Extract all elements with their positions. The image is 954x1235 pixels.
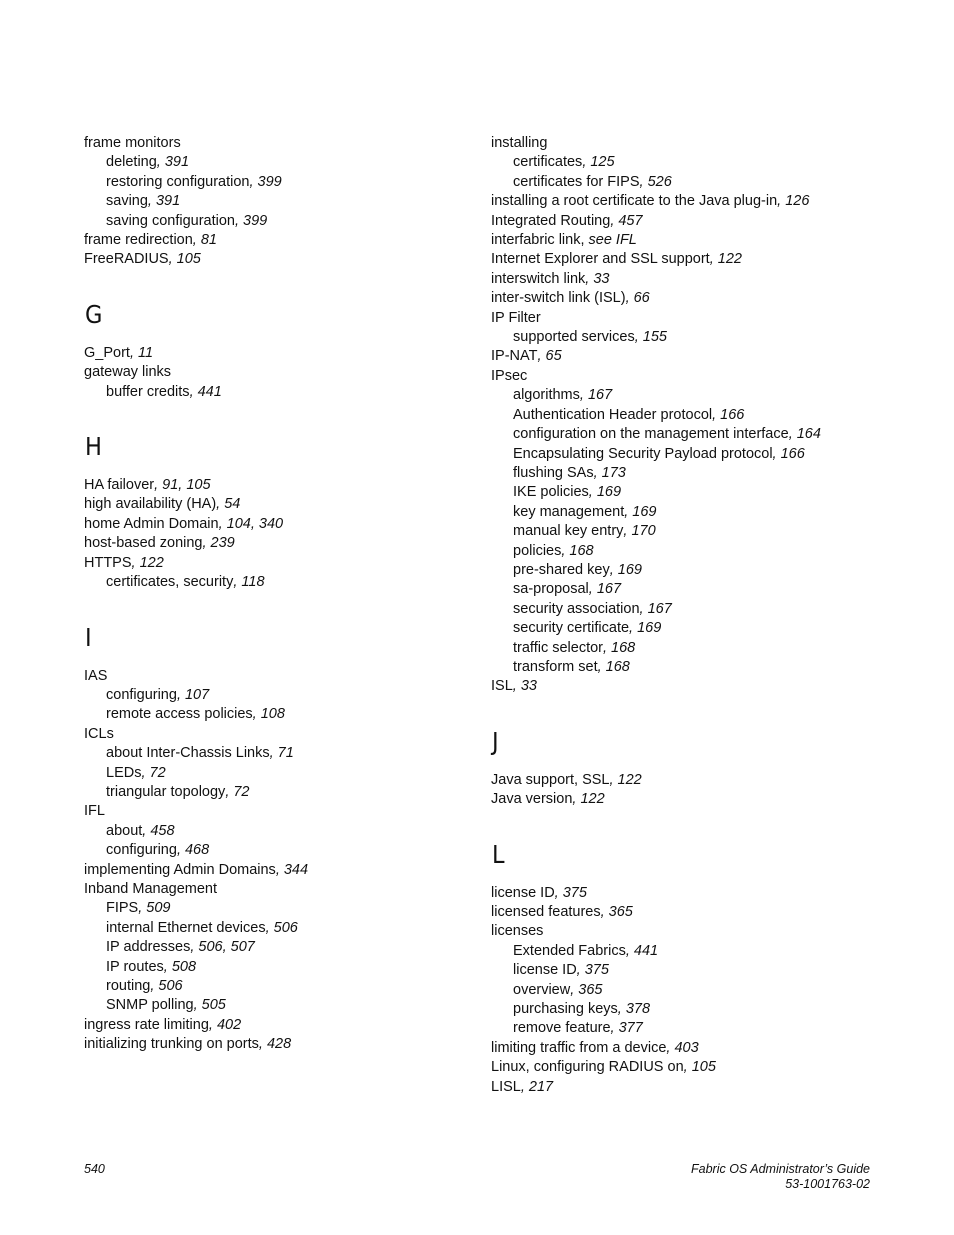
entry-page-ref[interactable]: , 375	[554, 884, 587, 901]
index-subentry	[84, 705, 504, 724]
entry-page-ref[interactable]: , 54	[216, 496, 241, 513]
entry-term: Inband Management	[84, 880, 218, 897]
index-subentry	[84, 383, 504, 402]
entry-page-ref[interactable]: , 239	[202, 535, 235, 552]
entry-page-ref[interactable]: , 125	[582, 154, 615, 171]
index-subentry	[491, 1019, 891, 1038]
entry-term: certificates, security	[106, 574, 234, 591]
index-subentry	[84, 212, 504, 231]
entry-term: remote access policies	[106, 706, 253, 723]
index-subentry	[491, 658, 891, 677]
index-subentry	[84, 938, 504, 957]
entry-term: interswitch link	[491, 270, 586, 287]
index-entry	[84, 667, 504, 686]
entry-page-ref[interactable]: , 107	[176, 686, 210, 703]
entry-page-ref[interactable]: , 403	[666, 1039, 699, 1056]
entry-term: HTTPS	[84, 554, 132, 571]
index-subentry	[491, 406, 891, 425]
index-subentry	[491, 386, 891, 405]
entry-page-ref[interactable]: , 526	[639, 173, 672, 190]
entry-term: buffer credits	[106, 383, 190, 400]
entry-term: configuring	[106, 842, 177, 859]
entry-page-ref[interactable]: , 33	[512, 678, 537, 695]
entry-page-ref[interactable]: , 166	[712, 406, 745, 423]
entry-term: internal Ethernet devices	[106, 919, 266, 936]
entry-page-ref[interactable]: see IFL	[588, 232, 637, 249]
entry-page-ref[interactable]: , 168	[561, 542, 594, 559]
index-subentry	[84, 686, 504, 705]
index-entry	[84, 231, 504, 250]
entry-page-ref[interactable]: , 344	[275, 861, 309, 878]
entry-page-ref[interactable]: , 509	[138, 900, 171, 917]
entry-page-ref[interactable]: , 155	[634, 329, 667, 346]
index-entry	[491, 903, 891, 922]
entry-page-ref[interactable]: , 508	[163, 958, 197, 975]
entry-term: ICLs	[84, 725, 114, 742]
entry-term: license ID	[491, 884, 555, 901]
index-entry	[491, 884, 891, 903]
entry-page-ref[interactable]: , 391	[147, 193, 181, 210]
index-subentry	[491, 522, 891, 541]
entry-term: interfabric link,	[491, 232, 589, 249]
entry-page-ref[interactable]: , 458	[142, 822, 175, 839]
index-entry	[84, 534, 504, 553]
entry-page-ref[interactable]: , 91, 105	[154, 477, 211, 494]
entry-page-ref[interactable]: , 126	[777, 193, 810, 210]
entry-page-ref[interactable]: , 506	[150, 978, 183, 994]
index-subentry	[491, 619, 891, 638]
entry-page-ref[interactable]: , 168	[597, 658, 630, 675]
entry-term: Java version	[491, 791, 573, 808]
entry-page-ref[interactable]: , 104, 340	[218, 515, 284, 532]
index-subentry	[84, 899, 504, 918]
entry-term: saving	[106, 193, 148, 210]
index-entry	[491, 790, 891, 809]
entry-page-ref[interactable]: , 365	[570, 981, 603, 998]
entry-term: about	[106, 822, 143, 839]
entry-term: IP routes	[106, 958, 164, 975]
index-subentry	[84, 996, 504, 1015]
entry-term: pre-shared key	[513, 561, 610, 578]
entry-term: manual key entry	[513, 523, 624, 540]
entry-term: limiting traffic from a device	[491, 1039, 667, 1056]
entry-page-ref[interactable]: , 81	[192, 232, 217, 249]
index-entry	[491, 289, 891, 308]
entry-page-ref[interactable]: , 167	[639, 600, 672, 617]
entry-page-ref[interactable]: , 170	[623, 523, 656, 540]
index-entry	[491, 771, 891, 790]
entry-term: sa-proposal	[513, 581, 589, 598]
index-subentry	[491, 600, 891, 619]
entry-term: implementing Admin Domains	[84, 861, 276, 878]
index-entry	[84, 250, 504, 269]
index-subentry	[491, 503, 891, 522]
index-entry	[84, 880, 504, 899]
entry-term: flushing SAs	[513, 464, 594, 481]
entry-page-ref[interactable]: , 457	[610, 212, 643, 229]
entry-term: IP addresses	[106, 939, 191, 956]
index-entry	[491, 347, 891, 366]
entry-term: installing	[491, 135, 548, 151]
entry-page-ref[interactable]: , 169	[588, 484, 622, 501]
entry-term: LEDs	[106, 764, 142, 781]
index-entry	[491, 367, 891, 386]
entry-page-ref[interactable]: , 169	[629, 620, 662, 637]
entry-page-ref[interactable]: , 164	[788, 426, 821, 443]
entry-term: FreeRADIUS	[84, 251, 169, 268]
index-subentry	[84, 153, 504, 172]
entry-term: IPsec	[491, 367, 528, 384]
entry-page-ref[interactable]: , 66	[625, 290, 650, 307]
entry-term: inter-switch link (ISL)	[491, 290, 626, 307]
entry-term: HA failover	[84, 477, 155, 494]
index-subentry	[491, 981, 891, 1000]
entry-page-ref[interactable]: , 168	[603, 639, 636, 656]
entry-term: algorithms	[513, 387, 580, 404]
index-subentry	[491, 464, 891, 483]
index-entry	[84, 495, 504, 514]
index-entry	[84, 476, 504, 495]
index-subentry	[491, 639, 891, 658]
index-subentry	[491, 561, 891, 580]
entry-page-ref[interactable]: , 105	[168, 251, 201, 268]
entry-page-ref[interactable]: , 167	[579, 387, 613, 404]
entry-page-ref[interactable]: , 506	[265, 919, 298, 936]
index-subentry	[491, 328, 891, 347]
entry-term: host-based zoning	[84, 535, 203, 552]
entry-term: licenses	[491, 923, 544, 940]
entry-term: configuring	[106, 686, 177, 703]
entry-term: Extended Fabrics	[513, 942, 626, 959]
index-entry	[491, 309, 891, 328]
entry-term: certificates	[513, 154, 583, 171]
entry-page-ref[interactable]: , 391	[156, 154, 190, 171]
entry-page-ref[interactable]: , 122	[131, 554, 164, 571]
entry-term: about Inter-Chassis Links	[106, 745, 270, 762]
entry-term: Encapsulating Security Payload protocol	[513, 445, 773, 462]
entry-term: frame monitors	[84, 135, 181, 151]
entry-term: remove feature	[513, 1020, 611, 1037]
entry-page-ref[interactable]: , 468	[176, 842, 210, 859]
entry-page-ref[interactable]: , 399	[249, 173, 282, 190]
entry-term: traffic selector	[513, 639, 603, 656]
entry-term: Internet Explorer and SSL support	[491, 251, 710, 268]
index-subentry	[491, 961, 891, 980]
entry-term: key management	[513, 503, 625, 520]
index-subentry	[84, 841, 504, 860]
index-subentry	[491, 580, 891, 599]
index-subentry	[491, 483, 891, 502]
entry-page-ref[interactable]: , 441	[189, 383, 222, 400]
entry-term: IP-NAT	[491, 348, 538, 365]
index-subentry	[491, 153, 891, 172]
index-subentry	[84, 764, 504, 783]
index-entry	[84, 515, 504, 534]
index-column-left	[84, 134, 504, 1055]
index-entry	[84, 1035, 504, 1054]
entry-term: G_Port	[84, 344, 130, 361]
index-entry	[491, 250, 891, 269]
entry-term: security association	[513, 600, 640, 617]
index-subentry	[491, 942, 891, 961]
index-entry	[84, 725, 504, 744]
entry-term: gateway links	[84, 364, 172, 381]
entry-term: home Admin Domain	[84, 515, 219, 532]
entry-page-ref[interactable]: , 65	[537, 348, 562, 365]
index-entry	[84, 1016, 504, 1035]
entry-term: IAS	[84, 667, 108, 684]
index-subentry	[84, 977, 504, 996]
entry-term: SNMP polling	[106, 997, 194, 1014]
entry-term: licensed features	[491, 904, 601, 920]
index-subentry	[84, 573, 504, 592]
entry-page-ref[interactable]: , 428	[258, 1036, 292, 1053]
index-subentry	[84, 783, 504, 802]
entry-page-ref[interactable]: , 118	[233, 574, 265, 591]
index-entry	[491, 1039, 891, 1058]
entry-page-ref[interactable]: , 378	[617, 1001, 651, 1018]
index-entry	[84, 554, 504, 573]
index-subentry	[491, 173, 891, 192]
index-entry	[491, 1058, 891, 1077]
entry-page-ref[interactable]: , 506, 507	[190, 939, 255, 956]
index-subentry	[84, 744, 504, 763]
entry-term: ISL	[491, 678, 513, 695]
index-entry	[84, 802, 504, 821]
entry-term: Integrated Routing	[491, 212, 611, 229]
entry-page-ref[interactable]: , 72	[225, 783, 250, 800]
entry-term: policies	[513, 542, 562, 559]
index-entry	[491, 212, 891, 231]
index-entry	[491, 1078, 891, 1097]
entry-page-ref[interactable]: , 399	[234, 212, 268, 229]
section-letter-heading: G	[85, 299, 103, 329]
entry-term: restoring configuration	[106, 173, 250, 190]
entry-page-ref[interactable]: , 441	[625, 942, 659, 959]
entry-page-ref[interactable]: , 108	[252, 706, 285, 723]
entry-term: deleting	[106, 154, 157, 171]
index-entry	[84, 344, 504, 363]
entry-term: IP Filter	[491, 309, 541, 326]
index-subentry	[491, 445, 891, 464]
entry-term: LISL	[491, 1078, 521, 1095]
footer-guide-title: Fabric OS Administrator’s Guide	[691, 1162, 870, 1176]
footer-page-number: 540	[84, 1162, 105, 1176]
section-letter-heading: I	[85, 622, 92, 652]
index-subentry	[84, 958, 504, 977]
entry-page-ref[interactable]: , 402	[208, 1016, 242, 1033]
entry-term: IKE policies	[513, 484, 589, 501]
index-entry	[491, 134, 891, 153]
footer-guide-info	[691, 1162, 870, 1192]
entry-page-ref[interactable]: , 122	[609, 771, 642, 788]
entry-page-ref[interactable]: , 173	[593, 464, 626, 481]
index-entry	[491, 192, 891, 211]
entry-term: routing	[106, 978, 151, 994]
index-entry	[84, 134, 504, 153]
index-subentry	[84, 822, 504, 841]
entry-term: triangular topology	[106, 783, 226, 800]
index-entry	[491, 677, 891, 696]
entry-page-ref[interactable]: , 105	[683, 1059, 716, 1076]
entry-term: Java support, SSL	[491, 771, 610, 788]
entry-term: license ID	[513, 962, 577, 979]
entry-term: FIPS	[106, 900, 139, 917]
entry-page-ref[interactable]: , 166	[772, 445, 805, 462]
index-entry	[491, 231, 891, 250]
entry-term: installing a root certificate to the Java plug-in	[491, 193, 778, 210]
entry-term: Authentication Header protocol	[513, 406, 713, 423]
entry-page-ref[interactable]: , 377	[610, 1020, 643, 1037]
section-letter-heading: L	[492, 839, 505, 869]
entry-term: initializing trunking on ports	[84, 1036, 259, 1053]
entry-term: IFL	[84, 803, 105, 820]
entry-page-ref[interactable]: , 11	[129, 344, 154, 361]
entry-term: certificates for FIPS	[513, 173, 640, 190]
entry-page-ref[interactable]: , 505	[193, 997, 226, 1014]
index-entry	[84, 363, 504, 382]
entry-term: security certificate	[513, 620, 630, 637]
entry-term: saving configuration	[106, 212, 235, 229]
index-subentry	[84, 173, 504, 192]
index-column-right	[491, 134, 891, 1097]
entry-page-ref[interactable]: , 169	[609, 561, 642, 578]
index-subentry	[84, 919, 504, 938]
index-entry	[84, 861, 504, 880]
entry-page-ref[interactable]: , 72	[141, 764, 166, 781]
index-subentry	[491, 425, 891, 444]
entry-page-ref[interactable]: , 375	[576, 962, 609, 979]
footer-doc-number: 53-1001763-02	[785, 1177, 870, 1191]
entry-page-ref[interactable]: , 217	[520, 1078, 554, 1095]
entry-term: overview	[513, 981, 571, 998]
entry-page-ref[interactable]: , 365	[600, 904, 633, 920]
index-subentry	[491, 1000, 891, 1019]
index-entry	[491, 270, 891, 289]
entry-term: transform set	[513, 658, 598, 675]
entry-term: supported services	[513, 329, 635, 346]
entry-page-ref[interactable]: , 169	[624, 503, 657, 520]
entry-page-ref[interactable]: , 33	[585, 270, 610, 287]
entry-page-ref[interactable]: , 167	[588, 581, 622, 598]
entry-term: purchasing keys	[513, 1001, 618, 1018]
index-subentry	[84, 192, 504, 211]
entry-page-ref[interactable]: , 122	[572, 791, 605, 808]
entry-term: frame redirection	[84, 232, 193, 249]
entry-term: ingress rate limiting	[84, 1016, 209, 1033]
index-subentry	[491, 542, 891, 561]
entry-term: high availability (HA)	[84, 496, 217, 513]
section-letter-heading: J	[492, 726, 499, 756]
entry-page-ref[interactable]: , 122	[709, 251, 742, 268]
section-letter-heading: H	[85, 432, 102, 462]
entry-term: configuration on the management interface	[513, 426, 789, 443]
entry-page-ref[interactable]: , 71	[269, 745, 294, 762]
entry-term: Linux, configuring RADIUS on	[491, 1059, 684, 1076]
index-entry	[491, 922, 891, 941]
